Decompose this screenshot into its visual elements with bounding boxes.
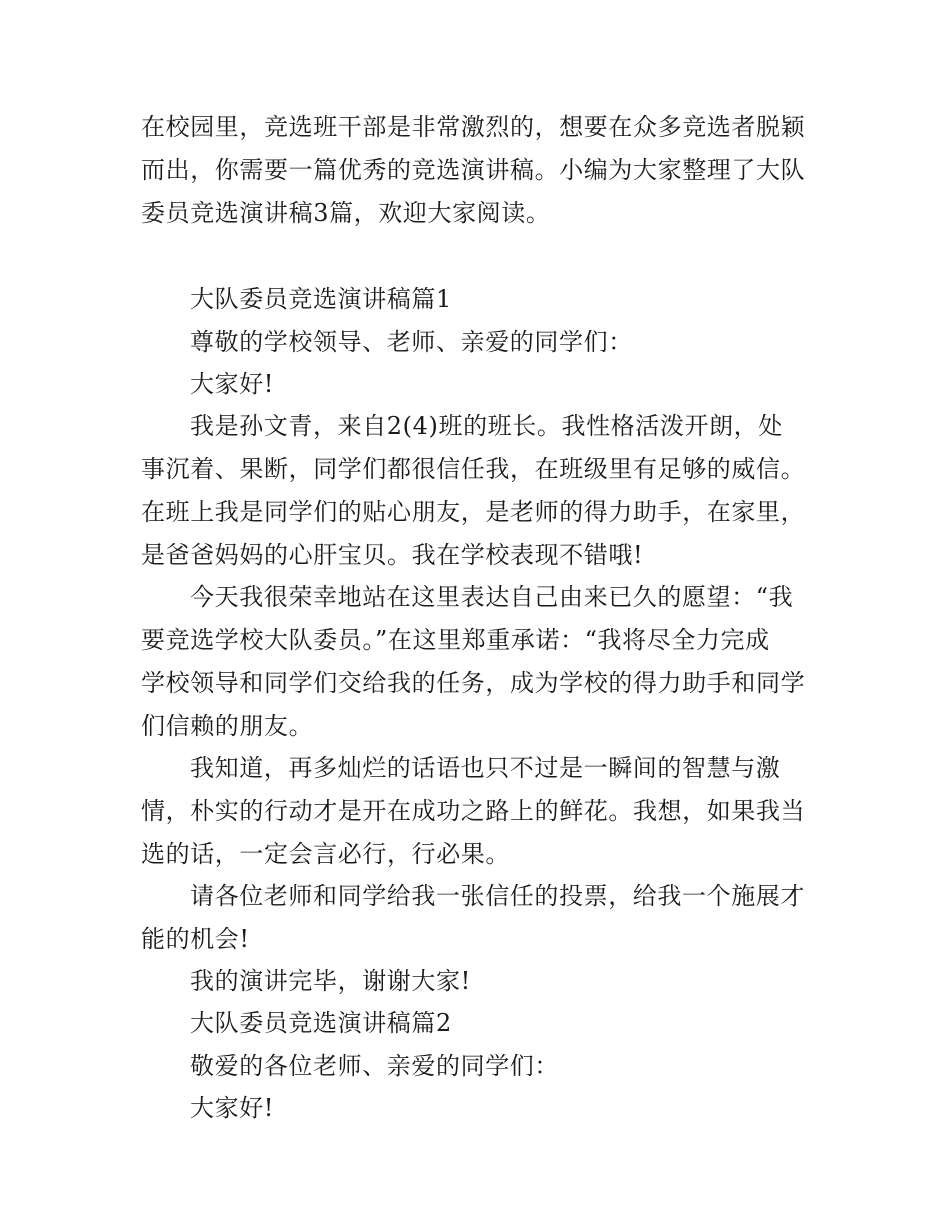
speech1-heading: 大队委员竞选演讲稿篇1 <box>190 285 452 313</box>
intro-line-1: 在校园里，竞选班干部是非常激烈的，想要在众多竞选者脱颖 <box>141 113 806 141</box>
intro-line-2: 而出，你需要一篇优秀的竞选演讲稿。小编为大家整理了大队 <box>141 156 806 184</box>
speech1-greeting: 大家好! <box>190 370 275 398</box>
speech1-salutation: 尊敬的学校领导、老师、亲爱的同学们： <box>190 328 633 356</box>
speech2-salutation: 敬爱的各位老师、亲爱的同学们： <box>190 1052 559 1080</box>
speech2-heading: 大队委员竞选演讲稿篇2 <box>190 1009 452 1037</box>
speech1-p1-line-4: 是爸爸妈妈的心肝宝贝。我在学校表现不错哦! <box>141 541 644 569</box>
speech1-p4-line-1: 请各位老师和同学给我一张信任的投票，给我一个施展才 <box>190 882 805 910</box>
speech1-p4-line-2: 能的机会! <box>141 925 250 953</box>
speech1-p1-line-2: 事沉着、果断，同学们都很信任我，在班级里有足够的威信。 <box>141 455 806 483</box>
speech2-greeting: 大家好! <box>190 1094 275 1122</box>
speech1-p2-line-3: 学校领导和同学们交给我的任务，成为学校的得力助手和同学 <box>141 669 806 697</box>
intro-line-3: 委员竞选演讲稿3篇，欢迎大家阅读。 <box>141 199 551 227</box>
speech1-p3-line-3: 选的话，一定会言必行，行必果。 <box>141 840 510 868</box>
speech1-p2-line-2: 要竞选学校大队委员。”在这里郑重承诺：“我将尽全力完成 <box>141 626 770 654</box>
speech1-p1-line-1: 我是孙文青，来自2(4)班的班长。我性格活泼开朗，处 <box>190 412 783 440</box>
speech1-p3-line-2: 情，朴实的行动才是开在成功之路上的鲜花。我想，如果我当 <box>141 797 806 825</box>
speech1-p3-line-1: 我知道，再多灿烂的话语也只不过是一瞬间的智慧与激 <box>190 754 781 782</box>
speech1-p2-line-1: 今天我很荣幸地站在这里表达自己由来已久的愿望：“我 <box>190 583 794 611</box>
speech1-p2-line-4: 们信赖的朋友。 <box>141 712 314 740</box>
speech1-closing: 我的演讲完毕，谢谢大家! <box>190 967 471 995</box>
speech1-p1-line-3: 在班上我是同学们的贴心朋友，是老师的得力助手，在家里， <box>141 498 806 526</box>
